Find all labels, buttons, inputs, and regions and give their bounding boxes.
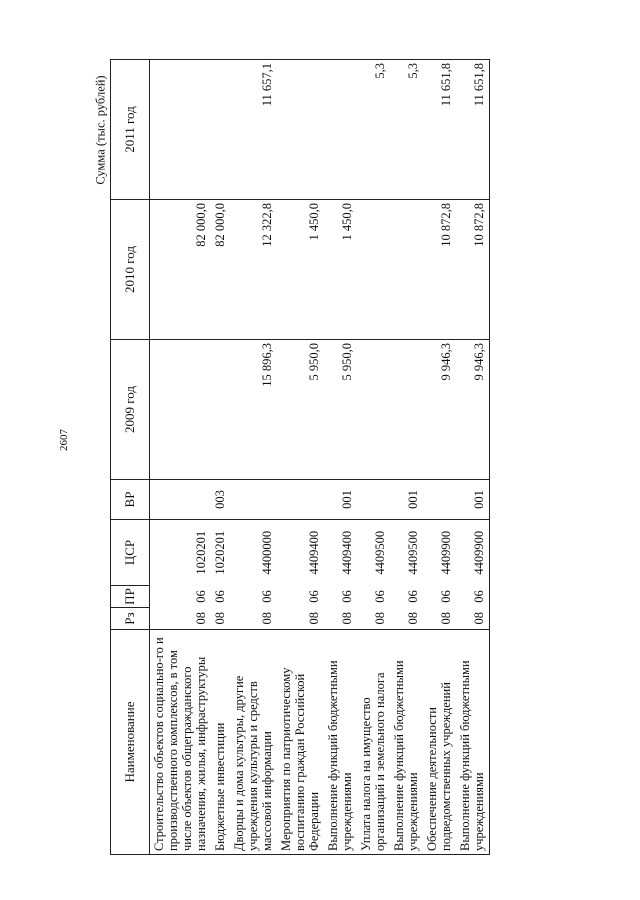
- row-2010: [357, 200, 390, 340]
- row-2010: 1 450,0: [324, 200, 357, 340]
- row-vr: 001: [324, 480, 357, 520]
- row-pr: 06: [456, 586, 490, 608]
- row-vr: [230, 480, 277, 520]
- table-row: [277, 60, 324, 855]
- row-2010: 82 000,0: [211, 200, 230, 340]
- row-rz: 08: [230, 608, 277, 630]
- row-2009: [211, 340, 230, 480]
- row-2011: [277, 60, 324, 200]
- row-name: Выполнение функций бюджетными учреждениями: [324, 630, 357, 855]
- header-2010: 2010 год: [111, 200, 150, 340]
- header-name: Наименование: [111, 630, 150, 855]
- row-2011: 11 651,8: [456, 60, 490, 200]
- row-pr: 06: [213, 590, 227, 603]
- row-2010: 1 450,0: [277, 200, 324, 340]
- row-2009: 5 950,0: [277, 340, 324, 480]
- row-csr: 1020201: [211, 520, 230, 586]
- row-vr: [357, 480, 390, 520]
- row-2009: 9 946,3: [456, 340, 490, 480]
- row-vr: 001: [390, 480, 423, 520]
- row-name: Выполнение функций бюджетными учреждениями: [390, 630, 423, 855]
- row-pr: 06: [373, 590, 387, 603]
- row-csr: 1020201: [150, 520, 212, 586]
- table-row: [357, 60, 390, 855]
- table-row: [423, 60, 456, 855]
- row-pr: 06: [307, 590, 321, 603]
- row-name: Мероприятия по патриотическому воспитанию граждан Российской Федерации: [277, 630, 324, 855]
- row-rz: 08: [324, 608, 357, 630]
- row-2010: 82 000,0: [150, 200, 212, 340]
- header-rz: Рз: [111, 608, 150, 630]
- table-row: [390, 60, 423, 855]
- row-2009: [150, 340, 212, 480]
- row-2010: 10 872,8: [423, 200, 456, 340]
- row-2011: 5,3: [390, 60, 423, 200]
- row-2010: [390, 200, 423, 340]
- row-2011: [150, 60, 212, 200]
- header-pr: ПР: [111, 586, 150, 608]
- row-vr: [150, 480, 212, 520]
- row-csr: 4409500: [390, 520, 423, 586]
- row-csr: 4409400: [324, 520, 357, 586]
- header-2011: 2011 год: [111, 60, 150, 200]
- row-rz: 08: [150, 608, 212, 630]
- row-2009: [357, 340, 390, 480]
- header-2009: 2009 год: [111, 340, 150, 480]
- row-pr: 06: [439, 590, 453, 603]
- row-2009: 5 950,0: [324, 340, 357, 480]
- table-row: [211, 60, 230, 855]
- row-pr: 06: [406, 590, 420, 603]
- row-2011: [211, 60, 230, 200]
- row-csr: 4409900: [456, 520, 490, 586]
- row-2011: 11 651,8: [423, 60, 456, 200]
- row-name: Дворцы и дома культуры, другие учреждения культуры и средств массовой информации: [230, 630, 277, 855]
- row-2009: [390, 340, 423, 480]
- row-rz: 08: [211, 608, 230, 630]
- row-csr: 4409900: [423, 520, 456, 586]
- row-rz: 08: [357, 608, 390, 630]
- budget-table-container: [110, 60, 540, 855]
- row-pr: 06: [340, 590, 354, 603]
- row-2011: 5,3: [357, 60, 390, 200]
- row-vr: 001: [456, 480, 490, 520]
- row-vr: [423, 480, 456, 520]
- units-caption-text: Сумма (тыс. рублей): [93, 75, 108, 185]
- row-vr: 003: [211, 480, 230, 520]
- row-rz: 08: [390, 608, 423, 630]
- row-2009: 15 896,3: [230, 340, 277, 480]
- row-2010: 10 872,8: [456, 200, 490, 340]
- row-2010: 12 322,8: [230, 200, 277, 340]
- row-name: Строительство объектов социально-го и производственного комплексов, в том числе объектов общегражданского назначения, жилья, инфраструктуры: [150, 630, 212, 855]
- header-vr: ВР: [111, 480, 150, 520]
- header-csr: ЦСР: [111, 520, 150, 586]
- page-number: [56, 420, 72, 460]
- units-caption: [94, 60, 108, 200]
- row-rz: 08: [456, 608, 490, 630]
- row-name: Уплата налога на имущество организаций и земельного налога: [357, 630, 390, 855]
- row-pr: 06: [194, 590, 208, 603]
- row-csr: 4409500: [357, 520, 390, 586]
- row-name: Обеспечение деятельности подведомственных учреждений: [423, 630, 456, 855]
- budget-table: [110, 59, 490, 855]
- row-name: Выполнение функций бюджетными учреждениями: [456, 630, 490, 855]
- table-row: [324, 60, 357, 855]
- row-rz: 08: [423, 608, 456, 630]
- page-number-text: 2607: [58, 429, 70, 451]
- row-2011: 11 657,1: [230, 60, 277, 200]
- row-name: Бюджетные инвестиции: [211, 630, 230, 855]
- row-vr: [277, 480, 324, 520]
- table-row: [456, 60, 490, 855]
- row-pr: 06: [260, 590, 274, 603]
- row-2009: 9 946,3: [423, 340, 456, 480]
- row-csr: 4409400: [277, 520, 324, 586]
- table-header-row: [111, 60, 150, 855]
- row-csr: 4400000: [230, 520, 277, 586]
- row-2011: [324, 60, 357, 200]
- table-row: [230, 60, 277, 855]
- table-row: [150, 60, 212, 855]
- row-rz: 08: [277, 608, 324, 630]
